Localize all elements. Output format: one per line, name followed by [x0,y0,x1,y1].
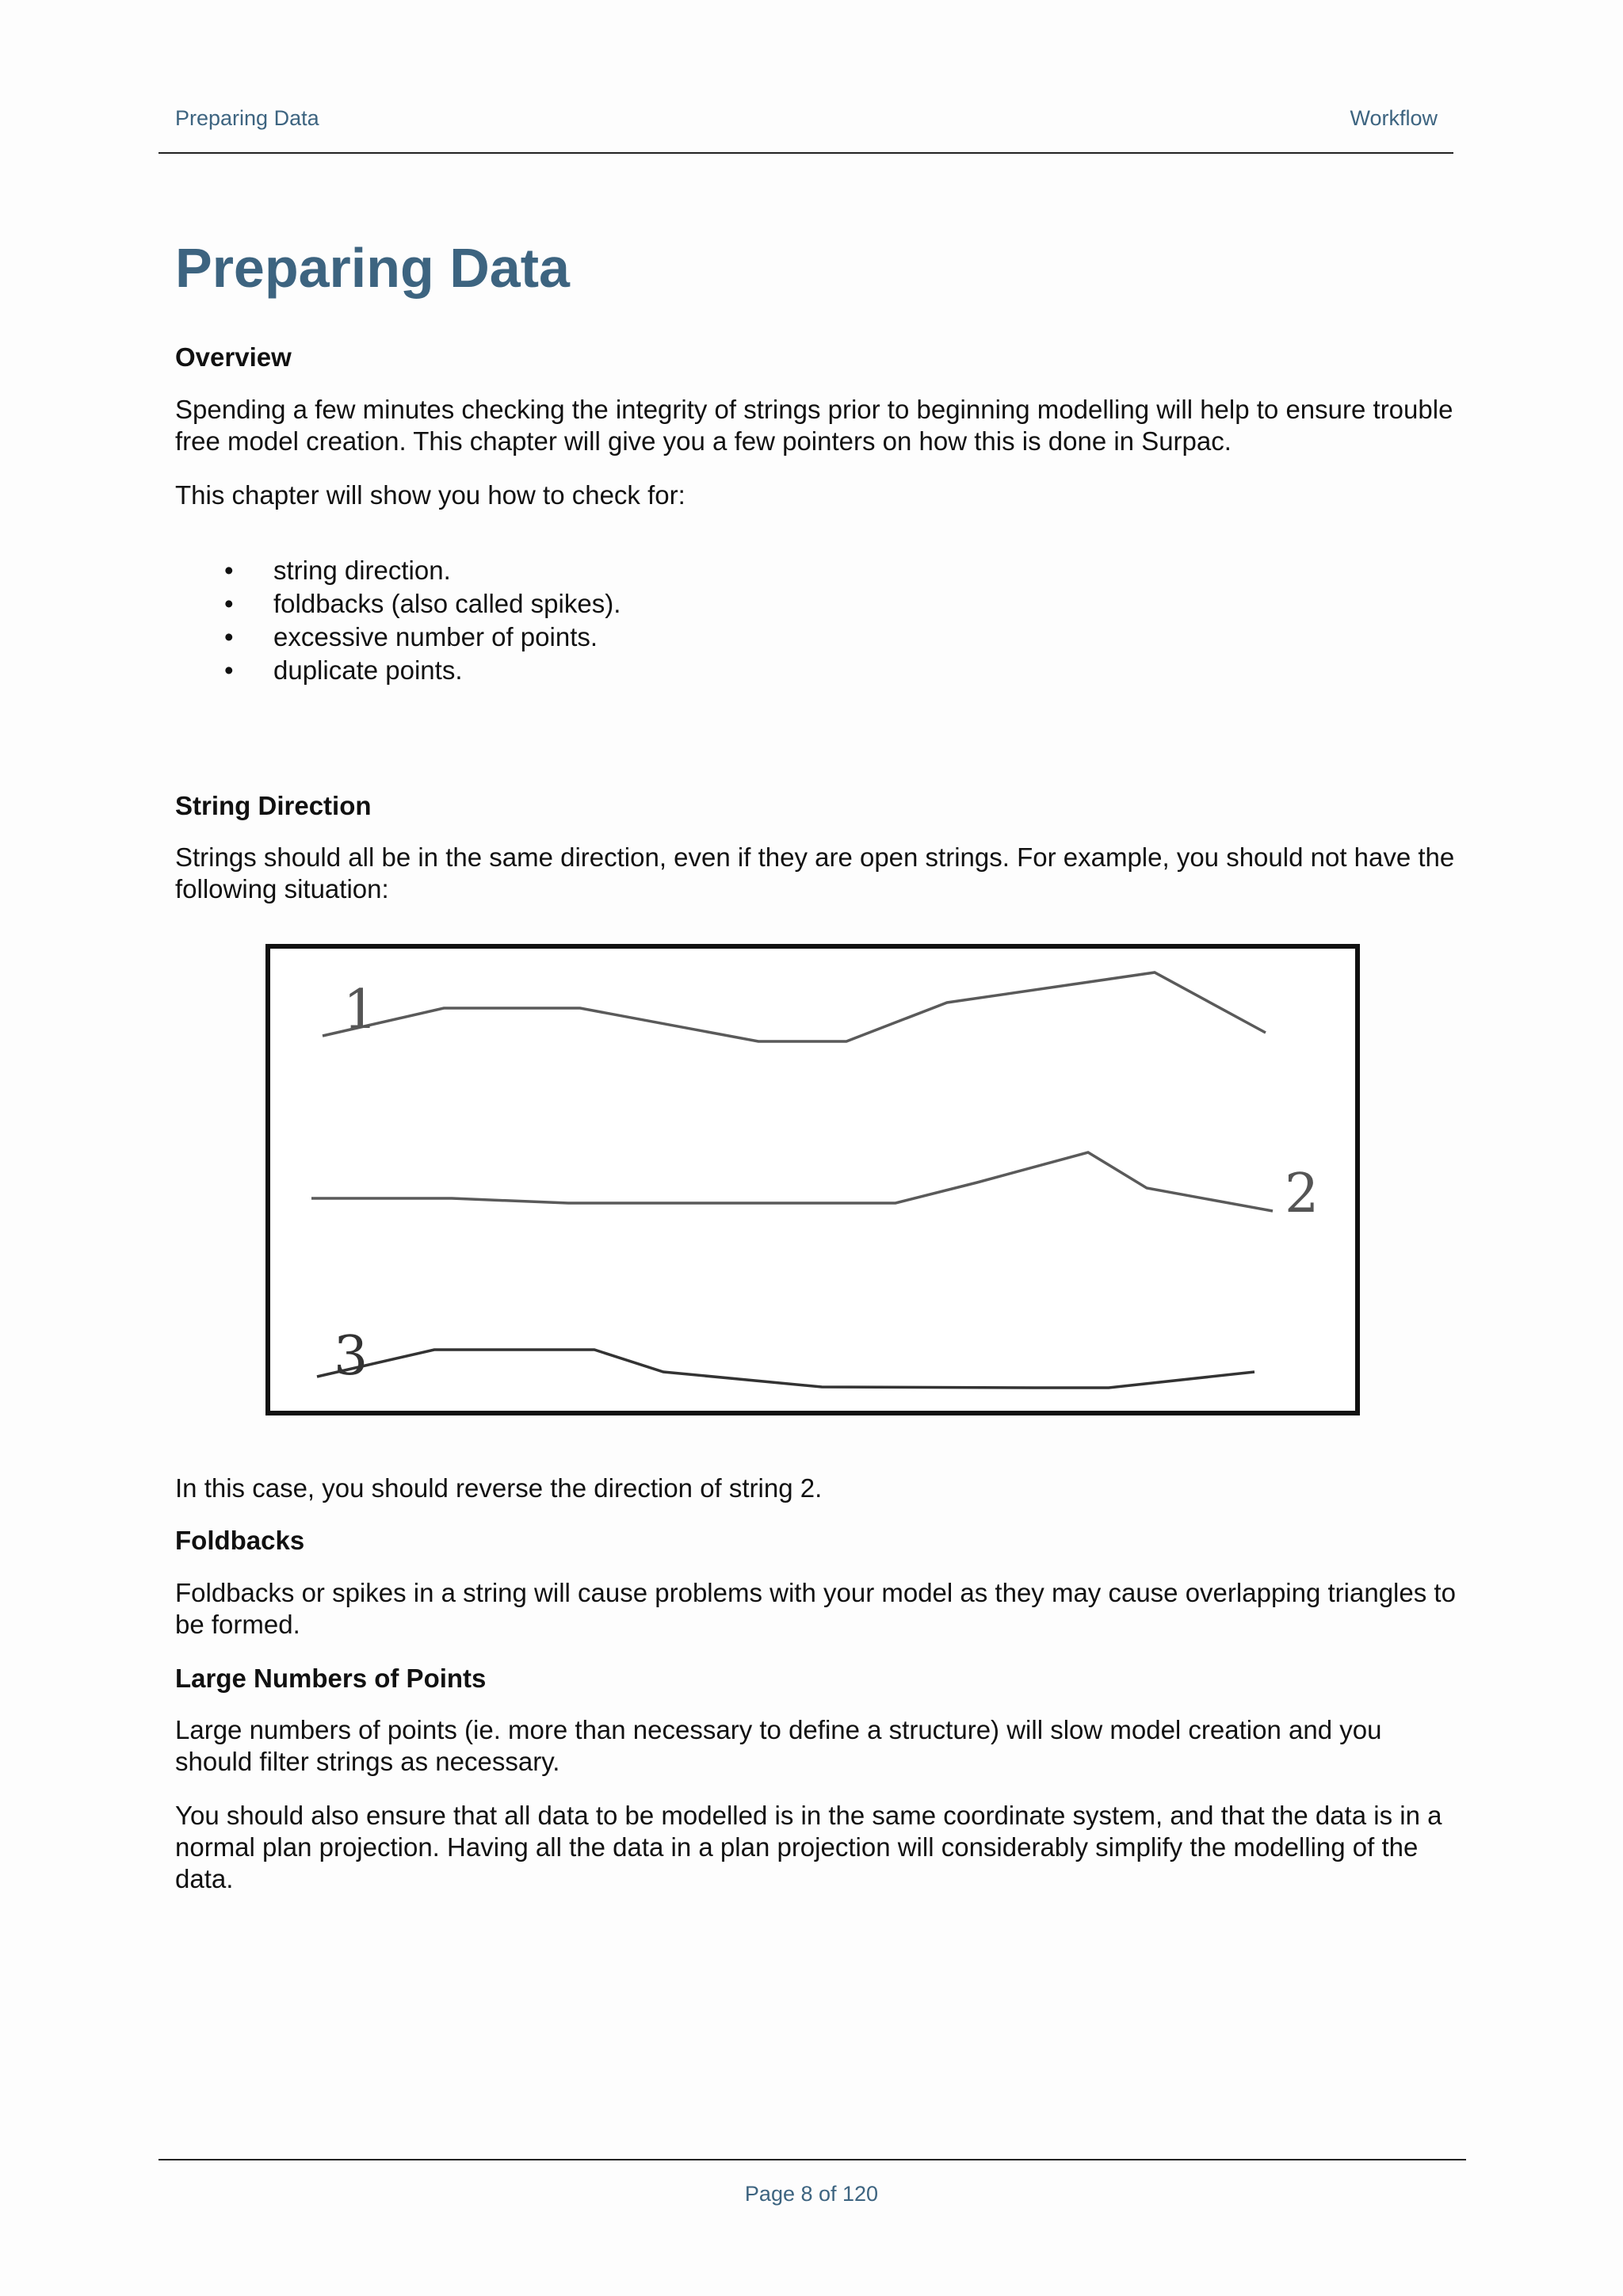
string-2-label: 2 [1285,1163,1319,1225]
list-item-text: excessive number of points. [273,621,598,651]
string-1-label: 1 [343,979,378,1041]
check-list [175,554,1459,687]
header-divider [158,152,1453,154]
list-item [175,654,1459,687]
bullet-icon: • [224,555,234,585]
list-item [175,554,1459,587]
bullet-icon: • [224,621,234,651]
running-header-section: Preparing Data [175,106,319,130]
bullet-icon: • [224,655,234,685]
footer-divider [158,2159,1466,2160]
running-header-chapter: Workflow [1350,106,1438,130]
overview-check-lead: This chapter will show you how to check for: [175,479,685,510]
list-item-text: foldbacks (also called spikes). [273,588,621,618]
string-direction-body: Strings should all be in the same direction, even if they are open strings. For example, you should not have the following situation: [175,842,1455,904]
large-points-body-1: Large numbers of points (ie. more than necessary to define a structure) will slow model creation and you should filter strings as necessary. [175,1715,1382,1777]
list-item [175,621,1459,654]
string-direction-figure [265,944,1360,1415]
foldbacks-heading: Foldbacks [175,1526,305,1556]
overview-heading: Overview [175,342,292,372]
list-item-text: duplicate points. [273,655,463,685]
large-points-body-2: You should also ensure that all data to be modelled is in the same coordinate system, and that the data is in a normal plan projection. Having all the data in a plan projection will considerably simplify the modelling of the data. [175,1801,1442,1894]
list-item [175,587,1459,621]
figure-frame [268,946,1358,1413]
string-direction-heading: String Direction [175,790,372,820]
bullet-icon: • [224,588,234,618]
string-diagram [265,944,1360,1415]
foldbacks-body: Foldbacks or spikes in a string will cause problems with your model as they may cause overlapping triangles to be formed. [175,1577,1456,1639]
page-title: Preparing Data [175,237,570,299]
large-points-heading: Large Numbers of Points [175,1663,487,1693]
string-direction-after: In this case, you should reverse the direction of string 2. [175,1473,823,1503]
string-3-label: 3 [334,1325,369,1388]
overview-intro: Spending a few minutes checking the integrity of strings prior to beginning modelling will help to ensure trouble free model creation. This chapter will give you a few pointers on how this is done in Surpac. [175,394,1453,456]
page-number: Page 8 of 120 [744,2182,879,2206]
list-item-text: string direction. [273,555,451,585]
